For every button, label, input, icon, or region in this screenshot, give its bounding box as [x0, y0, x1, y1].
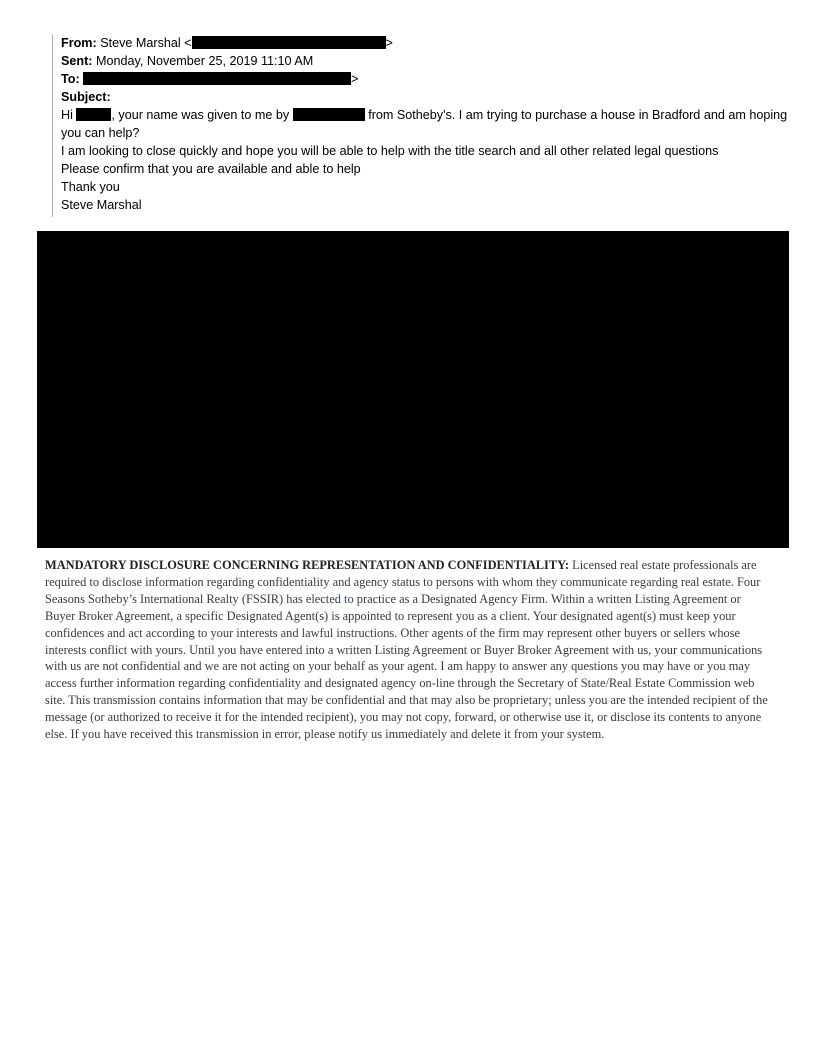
from-close-bracket: >	[385, 36, 393, 50]
redacted-recipient	[83, 72, 351, 85]
redacted-image-block	[37, 231, 789, 548]
to-line	[61, 70, 792, 88]
email-header-block	[52, 34, 792, 217]
body-paragraph-3: Please confirm that you are available and able to help	[61, 162, 361, 176]
to-close-bracket: >	[351, 72, 359, 86]
subject-label: Subject:	[61, 90, 111, 104]
from-line	[61, 34, 792, 52]
body-closing: Thank you	[61, 180, 120, 194]
to-label: To:	[61, 72, 80, 86]
from-label: From:	[61, 36, 97, 50]
subject-line	[61, 88, 792, 106]
disclosure-text-part2: practice as a Designated Agency Firm. Within a written Listing Agreement or Buyer Broker Agreement, a specific Designated Agent(s) is appointed to represent you as a client. Your designated agent(s) must keep your confidences and act according to your interests and lawful instructions. Other agents of the firm may represent other buyers or sellers whose interests conflict with yours. Until you have entered into a written Listing Agreement or Buyer Broker Agreement with us, your communications with us are not confidential and we are not acting on your behalf as your agent. I am happy to answer any questions you may have or you may access further information regarding confidentiality and designated agency on-line through the Secretary of State/Real Estate Commission web site. This transmission contains information that may be confidential and that may also be proprietary; unless you are the intended recipient of the message (or authorized to receive it for the intended recipient), you may not copy, forward, or otherwise use it, or disclose its contents to anyone else. If you have received this transmission in error, please notify us immediately and delete it from your system.	[45, 591, 768, 742]
sent-value: Monday, November 25, 2019 11:10 AM	[95, 54, 314, 68]
body-line1-end: from Sotheby's. I am trying to purchase a house in Bradford and am hoping you can help?	[61, 108, 788, 140]
body-paragraph-2: I am looking to close quickly and hope you will be able to help with the title search and all other related legal questions	[61, 144, 719, 158]
disclosure-paragraph	[45, 557, 772, 743]
redacted-from-email	[192, 36, 386, 49]
body-greeting: Hi	[61, 108, 73, 122]
disclosure-text-part1: Licensed real estate professionals are required to disclose information regarding confidentiality and agency status to persons with whom they communicate regarding real estate. Four Seasons Sotheby’s International Realty (FSSIR) has elected	[45, 558, 761, 606]
from-name: Steve Marshal <	[100, 36, 192, 50]
sent-label: Sent:	[61, 54, 93, 68]
body-signature: Steve Marshal	[61, 198, 142, 212]
disclosure-heading: MANDATORY DISCLOSURE CONCERNING REPRESENTATION AND CONFIDENTIALITY:	[45, 558, 570, 572]
disclosure-text-to: to	[344, 591, 354, 606]
sent-line	[61, 52, 792, 70]
body-paragraph-1	[61, 106, 792, 142]
redacted-referrer-name	[293, 108, 365, 121]
body-line1-mid: , your name was given to me by	[111, 108, 290, 122]
redacted-recipient-name	[76, 108, 111, 121]
